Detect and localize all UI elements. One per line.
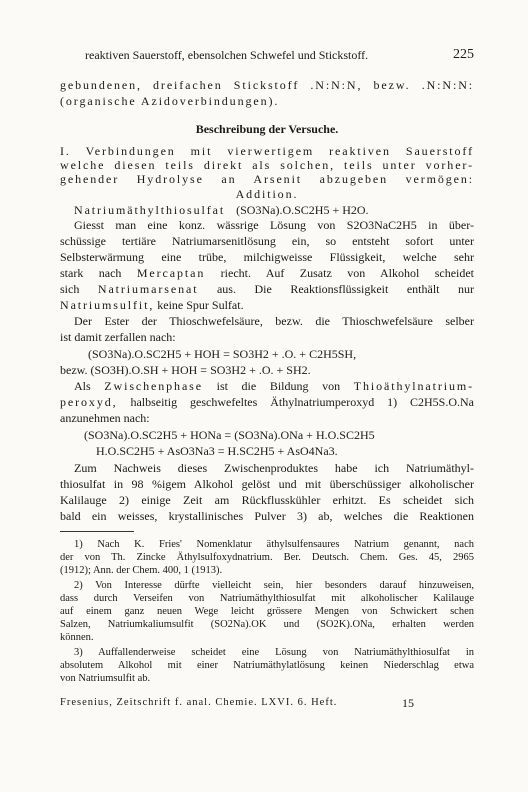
footnote-line: absolutem Alkohol mit einer Natriumäthylatlösung keinen Niederschlag etwa bbox=[60, 660, 474, 671]
footnote-line: 3) Auffallenderweise scheidet eine Lösung von Natriumäthylthiosulfat in bbox=[74, 647, 474, 658]
text-line bbox=[60, 298, 474, 312]
section-heading: Beschreibung der Versuche. bbox=[195, 122, 339, 136]
spaced-term: Natriumarsenat bbox=[97, 282, 199, 296]
running-title: reaktiven Sauerstoff, ebensolchen Schwefel und Stickstoff. bbox=[85, 48, 369, 62]
text-span: aus. Die Reaktionsflüssigkeit enthält nur bbox=[216, 282, 475, 296]
footnote-line: (1912); Ann. der Chem. 400, 1 (1913). bbox=[60, 565, 223, 576]
text-line bbox=[60, 395, 474, 409]
footnote-line: Salzen, Natriumkaliumsulfit (SO2Na).OK und (SO2K).ONa, erhalten werden bbox=[60, 619, 474, 630]
footnote-line: auf einem ganz neuen Wege leicht grössere Mengen von Schwickert schen bbox=[60, 606, 474, 617]
spaced-term: Thioäthylnatrium- bbox=[353, 379, 475, 393]
text-line: Selbsterwärmung eine trübe, milchigweisse Flüssigkeit, welche sehr bbox=[60, 250, 474, 264]
section-subtitle: Addition. bbox=[235, 187, 299, 201]
journal-reference: Fresenius, Zeitschrift f. anal. Chemie. LXVI. 6. Heft. bbox=[60, 697, 338, 708]
spaced-term: Natriumsulfit, bbox=[60, 298, 155, 312]
section-title-line: gehender Hydrolyse an Arsenit abzugeben vermögen: bbox=[60, 172, 474, 186]
text-span: riecht. Auf Zusatz von Alkohol scheidet bbox=[220, 266, 475, 280]
equation-line: (SO3Na).O.SC2H5 + HOH = SO3H2 + .O. + C2H5SH, bbox=[88, 347, 357, 361]
text-line: Zum Nachweis dieses Zwischenproduktes habe ich Natriumäthyl- bbox=[74, 461, 474, 475]
text-span: ist die Bildung von bbox=[216, 379, 341, 393]
text-line: Kalilauge 2) einige Zeit am Rückflusskühler erhitzt. Es scheidet sich bbox=[60, 493, 474, 507]
signature-mark: 15 bbox=[402, 696, 414, 710]
footnote-line: der von Th. Zincke Äthylsulfoxydnatrium. Ber. Deutsch. Chem. Ges. 45, 2965 bbox=[60, 552, 474, 563]
page-number: 225 bbox=[453, 47, 474, 62]
compound-formula: (SO3Na).O.SC2H5 + H2O. bbox=[236, 203, 369, 217]
text-span: halbseitig geschwefeltes Äthylnatriumperoxyd 1) C2H5S.O.Na bbox=[130, 395, 474, 409]
text-span: stark nach bbox=[60, 266, 122, 280]
spaced-term: peroxyd, bbox=[60, 395, 118, 409]
text-line: (organische Azidoverbindungen). bbox=[60, 94, 280, 108]
text-line: ist damit zerfallen nach: bbox=[60, 330, 176, 344]
footnote-line: 1) Nach K. Fries' Nomenklatur äthylsulfensaures Natrium genannt, nach bbox=[74, 539, 474, 550]
footnote-line: können. bbox=[60, 632, 94, 643]
text-line: anzunehmen nach: bbox=[60, 411, 150, 425]
section-title-line: welche diesen teils direkt als solchen, teils unter vorher- bbox=[60, 158, 474, 172]
footnote-line: von Natriumsulfit ab. bbox=[60, 673, 151, 684]
text-span: sich bbox=[60, 282, 80, 296]
equation-line: H.O.SC2H5 + AsO3Na3 = H.SC2H5 + AsO4Na3. bbox=[96, 444, 338, 458]
text-line bbox=[60, 266, 474, 280]
compound-name: Natriumäthylthiosulfat bbox=[74, 203, 226, 217]
text-line: schüssige tertiäre Natriumarsenitlösung ein, so entsteht sofort unter bbox=[60, 234, 474, 248]
text-line: thiosulfat in 98 %igem Alkohol gelöst und mit überschüssiger alkoholischer bbox=[60, 477, 474, 491]
text-line: Der Ester der Thioschwefelsäure, bezw. die Thioschwefelsäure selber bbox=[74, 314, 474, 328]
spaced-term: Mercaptan bbox=[136, 266, 206, 280]
text-line: bald ein weisses, krystallinisches Pulver 3) ab, welches die Reaktionen bbox=[60, 509, 474, 523]
text-span: Als bbox=[74, 379, 91, 393]
page-footer bbox=[60, 697, 474, 709]
footnote-rule bbox=[60, 531, 134, 532]
text-line: gebundenen, dreifachen Stickstoff .N:N:N, bezw. .N:N:N: bbox=[60, 78, 474, 92]
text-span: keine Spur Sulfat. bbox=[157, 298, 244, 312]
equation-line: bezw. (SO3H).O.SH + HOH = SO3H2 + .O. + SH2. bbox=[60, 363, 311, 377]
compound-line bbox=[74, 203, 474, 217]
text-line bbox=[74, 379, 474, 393]
text-line bbox=[60, 282, 474, 296]
footnote-line: dass durch Verseifen von Natriumäthylthiosulfat mit alkoholischer Kalilauge bbox=[60, 593, 474, 604]
spaced-term: Zwischenphase bbox=[104, 379, 203, 393]
equation-line: (SO3Na).O.SC2H5 + HONa = (SO3Na).ONa + H.O.SC2H5 bbox=[84, 428, 375, 442]
text-line: Giesst man eine konz. wässrige Lösung von S2O3NaC2H5 in über- bbox=[74, 218, 474, 232]
section-title-line: I. Verbindungen mit vierwertigem reaktiven Sauerstoff bbox=[60, 144, 474, 158]
footnote-line: 2) Von Interesse dürfte vielleicht sein, hier besonders darauf hinzuweisen, bbox=[74, 580, 474, 591]
